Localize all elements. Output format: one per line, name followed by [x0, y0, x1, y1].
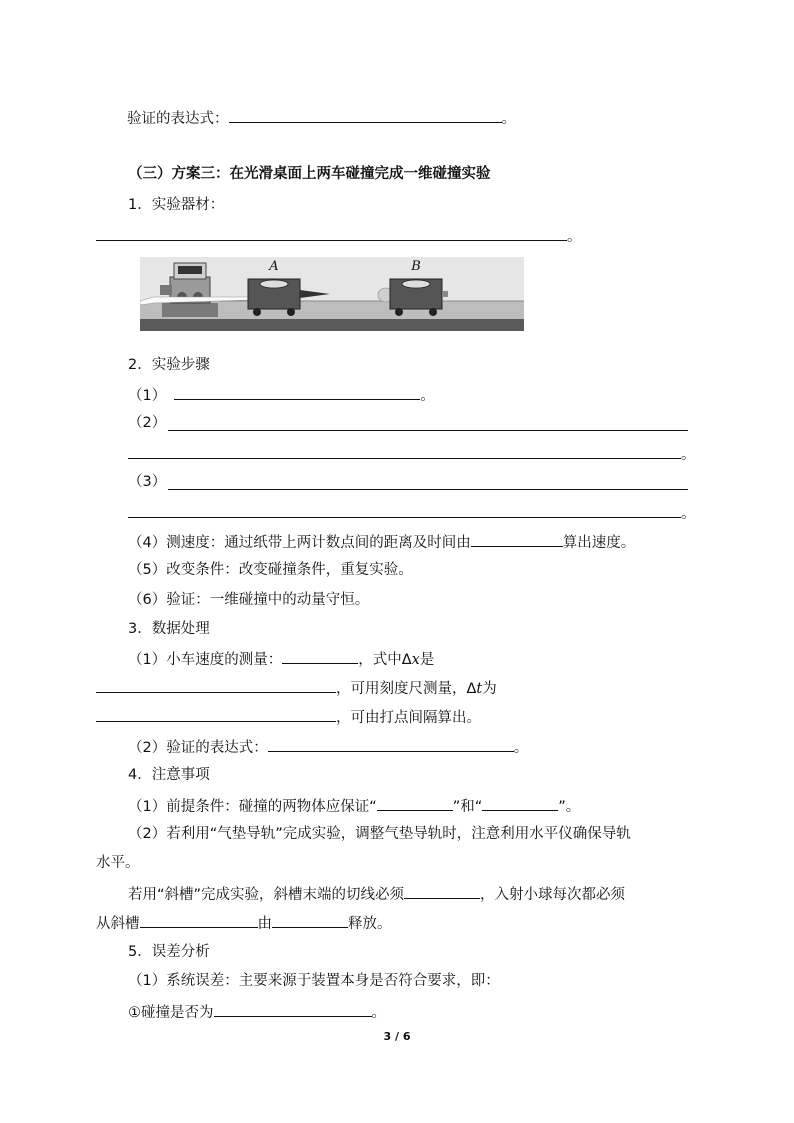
steps-title: 2．实验步骤	[128, 357, 210, 373]
answer-blank[interactable]	[404, 883, 480, 899]
note-3b-text-mid: 由	[257, 916, 272, 932]
step-4-text: （4）测速度：通过纸带上两计数点间的距离及时间由	[128, 535, 471, 551]
step-3-number: （3）	[128, 474, 167, 490]
note-2-line1: （2）若利用“气垫导轨”完成实验，调整气垫导轨时，注意利用水平仪确保导轨	[128, 826, 631, 842]
data-1-line2	[96, 677, 497, 697]
answer-blank[interactable]	[96, 706, 336, 722]
cart-collision-figure	[140, 257, 524, 331]
step-4	[128, 531, 635, 551]
data-1-line1	[128, 648, 434, 668]
note-3-text: 若用“斜槽”完成实验，斜槽末端的切线必须	[128, 887, 405, 903]
answer-blank[interactable]	[272, 912, 348, 928]
step-2-number: （2）	[128, 415, 167, 431]
answer-blank[interactable]	[96, 677, 336, 693]
answer-blank[interactable]	[128, 502, 681, 518]
track-base	[140, 319, 524, 331]
error-1-item	[128, 1001, 386, 1021]
period: 。	[420, 388, 435, 404]
note-1-text-end: ”。	[558, 799, 581, 815]
note-1-text: （1）前提条件：碰撞的两物体应保证“	[128, 799, 377, 815]
data-1-text-ruler: ，可用刻度尺测量，	[336, 681, 467, 697]
materials-answer-line	[96, 225, 582, 245]
step-1	[128, 384, 435, 404]
materials-title: 1．实验器材：	[128, 197, 225, 213]
data-1-text: （1）小车速度的测量：	[128, 652, 283, 668]
step-5: （5）改变条件：改变碰撞条件，重复实验。	[128, 562, 413, 578]
answer-blank[interactable]	[174, 384, 420, 400]
verify-expression-line	[127, 107, 516, 127]
note-3-text-end: ，入射小球每次都必须	[480, 887, 626, 903]
step-2-blank-line1[interactable]	[168, 430, 688, 431]
verify-expression-label: 验证的表达式：	[127, 111, 229, 127]
period: 。	[501, 111, 516, 127]
error-analysis-title: 5．误差分析	[128, 944, 210, 960]
step-4-text-end: 算出速度。	[562, 535, 636, 551]
variable-t: t	[476, 681, 483, 697]
data-1-text-wei: 为	[482, 681, 497, 697]
period: 。	[371, 1005, 386, 1021]
apparatus-illustration	[140, 257, 524, 331]
answer-blank[interactable]	[482, 795, 558, 811]
period: 。	[513, 740, 529, 756]
answer-blank[interactable]	[268, 736, 514, 752]
period: 。	[681, 447, 696, 463]
data-1-text-interval: ，可由打点间隔算出。	[336, 710, 481, 726]
answer-blank[interactable]	[282, 648, 358, 664]
answer-blank[interactable]	[128, 443, 681, 459]
step-6: （6）验证：一维碰撞中的动量守恒。	[128, 592, 370, 608]
note-3-line2	[96, 912, 392, 932]
cart-a-label: A	[269, 259, 279, 274]
answer-blank[interactable]	[96, 225, 567, 241]
answer-blank[interactable]	[471, 531, 563, 547]
delta-symbol: Δ	[466, 681, 477, 697]
answer-blank[interactable]	[229, 107, 502, 123]
note-2-line2: 水平。	[96, 855, 140, 871]
section-heading-plan3: （三）方案三：在光滑桌面上两车碰撞完成一维碰撞实验	[128, 166, 491, 182]
error-1-item-text: ①碰撞是否为	[128, 1005, 214, 1021]
step-2-line2	[128, 443, 696, 463]
period: 。	[567, 229, 582, 245]
note-1	[128, 795, 580, 815]
data-processing-title: 3．数据处理	[128, 621, 210, 637]
step-3-blank-line1[interactable]	[168, 489, 688, 490]
delta-symbol: Δ	[401, 652, 412, 668]
data-2	[128, 736, 528, 756]
note-1-text-mid: ”和“	[452, 799, 483, 815]
note-3b-text-end: 释放。	[348, 916, 392, 932]
note-3b-text: 从斜槽	[96, 916, 140, 932]
page-number: 3 / 6	[383, 1030, 411, 1043]
period: 。	[681, 506, 696, 522]
cart-b-label: B	[411, 259, 421, 274]
notes-title: 4．注意事项	[128, 767, 210, 783]
answer-blank[interactable]	[140, 912, 258, 928]
variable-x: x	[411, 652, 420, 668]
data-1-line3	[96, 706, 481, 726]
answer-blank[interactable]	[377, 795, 453, 811]
error-1: （1）系统误差：主要来源于装置本身是否符合要求，即：	[128, 973, 500, 989]
step-1-number: （1）	[128, 388, 167, 404]
data-1-text-is: 是	[419, 652, 435, 668]
step-3-line2	[128, 502, 696, 522]
data-1-text-mid: ，式中	[358, 652, 402, 668]
note-3-line1	[128, 883, 625, 903]
answer-blank[interactable]	[214, 1001, 372, 1017]
data-2-text: （2）验证的表达式：	[128, 740, 268, 756]
